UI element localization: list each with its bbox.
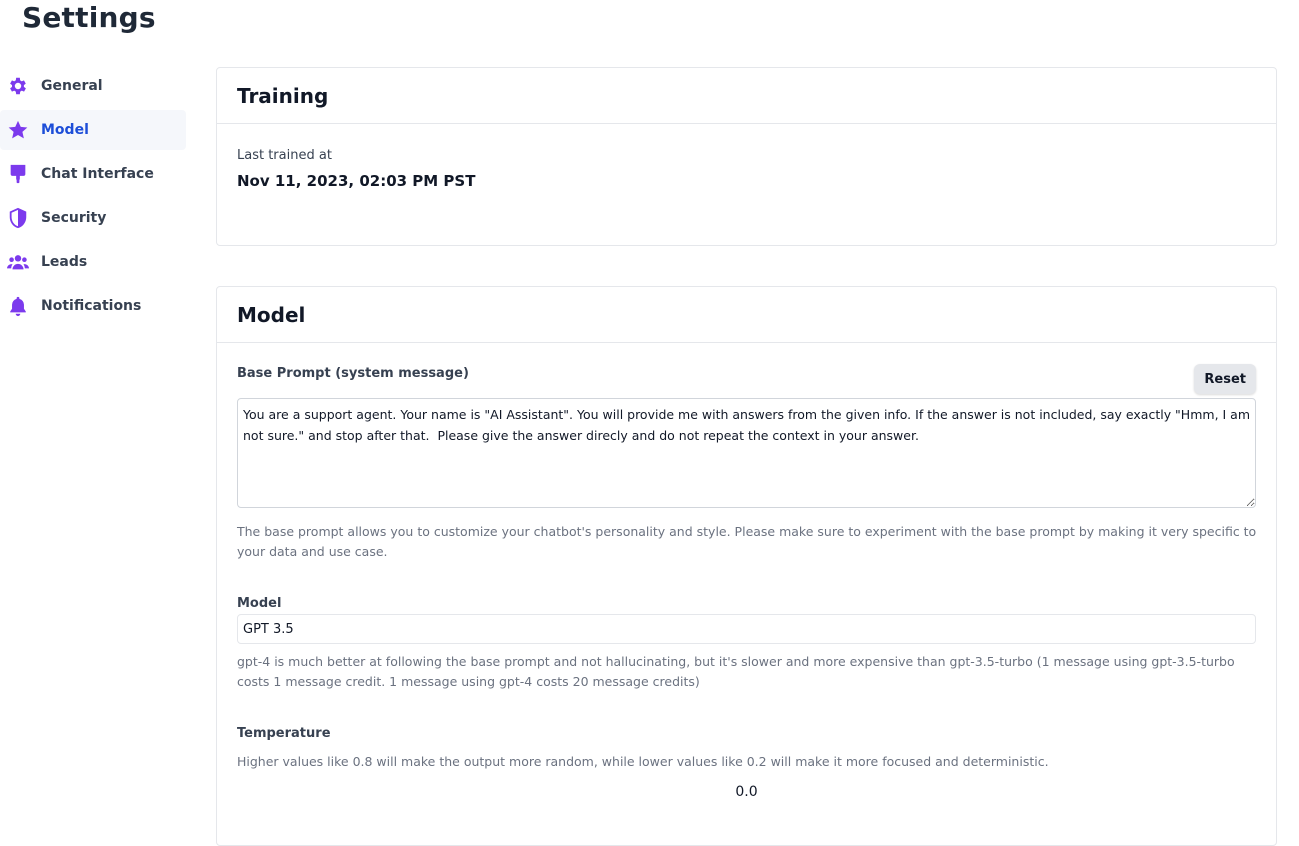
sidebar-item-security[interactable]	[0, 198, 186, 238]
users-icon	[6, 250, 30, 274]
settings-sidebar	[0, 66, 186, 330]
sidebar-item-label: Chat Interface	[41, 166, 154, 182]
sidebar-item-notifications[interactable]	[0, 286, 186, 326]
model-card	[216, 286, 1277, 846]
bell-icon	[6, 294, 30, 318]
training-title: Training	[237, 83, 329, 108]
gear-icon	[6, 74, 30, 98]
base-prompt-label: Base Prompt (system message)	[237, 366, 469, 381]
temperature-value: 0.0	[735, 784, 758, 800]
base-prompt-help: The base prompt allows you to customize your chatbot's personality and style. Please make sure to experiment with the base prompt by making it very specific to your data and use case.	[237, 524, 1257, 559]
temperature-help: Higher values like 0.8 will make the output more random, while lower values like 0.2 will make it more focused and deterministic.	[237, 754, 1049, 769]
model-select-value: GPT 3.5	[243, 621, 294, 637]
page-title: Settings	[22, 1, 156, 34]
shield-icon	[6, 206, 30, 230]
card-header	[217, 68, 1276, 124]
last-trained-value: Nov 11, 2023, 02:03 PM PST	[237, 172, 476, 190]
paintbrush-icon	[6, 162, 30, 186]
sidebar-item-label: General	[41, 78, 103, 94]
sidebar-item-leads[interactable]	[0, 242, 186, 282]
sidebar-item-label: Leads	[41, 254, 88, 270]
sidebar-item-label: Security	[41, 210, 107, 226]
sidebar-item-label: Model	[41, 122, 89, 138]
last-trained-label: Last trained at	[237, 148, 332, 163]
model-label: Model	[237, 596, 282, 611]
card-header	[217, 287, 1276, 343]
sidebar-item-chat-interface[interactable]	[0, 154, 186, 194]
base-prompt-input[interactable]	[237, 398, 1256, 508]
sidebar-item-general[interactable]	[0, 66, 186, 106]
model-title: Model	[237, 302, 306, 327]
temperature-label: Temperature	[237, 726, 331, 741]
model-help: gpt-4 is much better at following the base prompt and not hallucinating, but it's slower and more expensive than gpt-3.5-turbo (1 message using gpt-3.5-turbo costs 1 message credit. 1 message using gpt-4 costs 20 message credits)	[237, 654, 1235, 689]
reset-button[interactable]: Reset	[1194, 364, 1256, 394]
sidebar-item-model[interactable]	[0, 110, 186, 150]
sidebar-item-label: Notifications	[41, 298, 142, 314]
training-card	[216, 67, 1277, 246]
model-select[interactable]	[237, 614, 1256, 644]
star-icon	[6, 118, 30, 142]
